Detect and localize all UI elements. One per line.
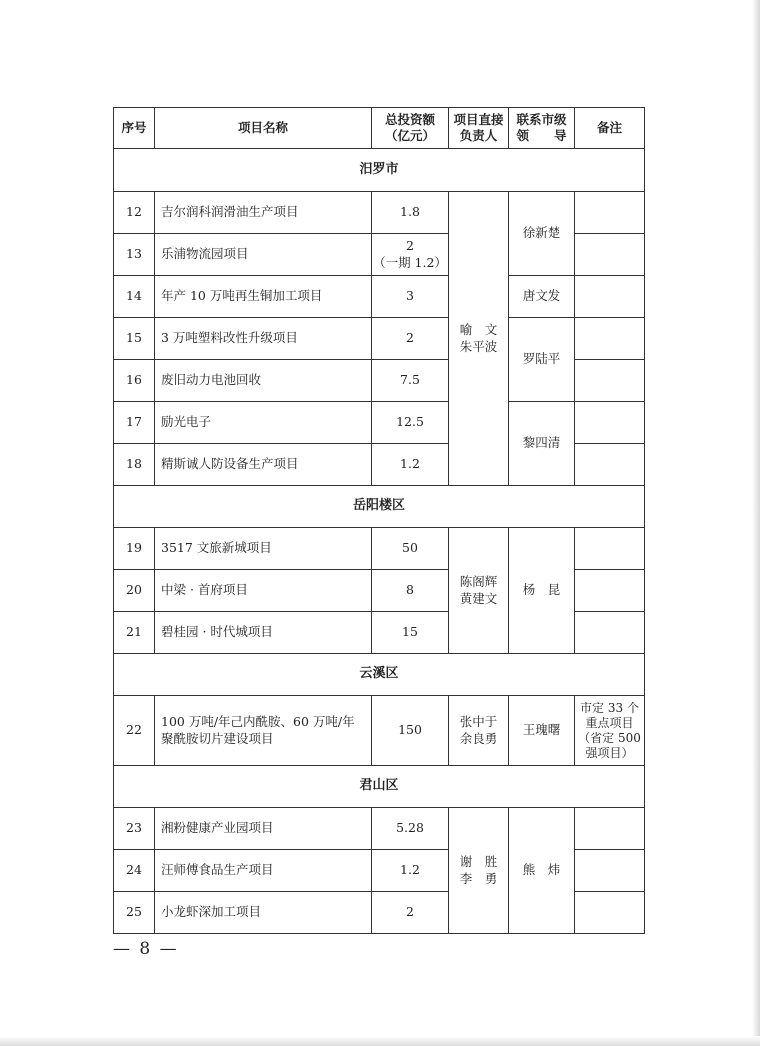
remark-yunxi: 市定 33 个 重点项目 （省定 500 强项目） [575, 696, 645, 766]
row-name: 精斯诚人防设备生产项目 [155, 444, 372, 486]
row-seq: 20 [114, 570, 155, 612]
row-name: 小龙虾深加工项目 [155, 892, 372, 934]
table-row [114, 808, 645, 850]
row-name: 吉尔润科润滑油生产项目 [155, 192, 372, 234]
page-number: — 8 — [113, 939, 179, 959]
header-city-leader: 联系市级 领 导 [509, 108, 575, 149]
row-seq: 18 [114, 444, 155, 486]
section-title-yueyanglou: 岳阳楼区 [114, 486, 645, 528]
row-name: 乐浦物流园项目 [155, 234, 372, 276]
row-investment: 5.28 [372, 808, 449, 850]
row-name: 湘粉健康产业园项目 [155, 808, 372, 850]
row-investment: 8 [372, 570, 449, 612]
leader-miluo-3: 罗陆平 [509, 318, 575, 402]
leader-yunxi: 王瑰曙 [509, 696, 575, 766]
row-investment: 3 [372, 276, 449, 318]
header-name: 项目名称 [155, 108, 372, 149]
section-row [114, 486, 645, 528]
row-remark [575, 360, 645, 402]
row-remark [575, 612, 645, 654]
row-seq: 24 [114, 850, 155, 892]
row-seq: 14 [114, 276, 155, 318]
row-remark [575, 234, 645, 276]
row-name: 励光电子 [155, 402, 372, 444]
leader-miluo-1: 徐新楚 [509, 192, 575, 276]
row-remark [575, 318, 645, 360]
row-name: 碧桂园 · 时代城项目 [155, 612, 372, 654]
row-name: 中梁 · 首府项目 [155, 570, 372, 612]
row-seq: 23 [114, 808, 155, 850]
row-remark [575, 528, 645, 570]
row-seq: 17 [114, 402, 155, 444]
row-investment: 1.8 [372, 192, 449, 234]
table-row [114, 318, 645, 360]
row-name: 100 万吨/年己内酰胺、60 万吨/年聚酰胺切片建设项目 [155, 696, 372, 766]
header-direct-owner: 项目直接 负责人 [449, 108, 509, 149]
row-investment: 1.2 [372, 850, 449, 892]
row-seq: 16 [114, 360, 155, 402]
row-remark [575, 892, 645, 934]
header-remarks: 备注 [575, 108, 645, 149]
direct-owner-junshan: 谢 胜 李 勇 [449, 808, 509, 934]
page-edge-shadow-bottom [0, 1036, 760, 1046]
row-seq: 21 [114, 612, 155, 654]
row-seq: 19 [114, 528, 155, 570]
section-title-junshan: 君山区 [114, 766, 645, 808]
row-remark [575, 850, 645, 892]
row-investment: 12.5 [372, 402, 449, 444]
row-remark [575, 570, 645, 612]
header-row [114, 108, 645, 149]
row-seq: 13 [114, 234, 155, 276]
leader-miluo-4: 黎四清 [509, 402, 575, 486]
table-row [114, 276, 645, 318]
section-row [114, 149, 645, 192]
row-investment: 2 [372, 892, 449, 934]
table-row [114, 192, 645, 234]
section-title-yunxi: 云溪区 [114, 654, 645, 696]
row-investment: 7.5 [372, 360, 449, 402]
leader-yueyanglou: 杨 昆 [509, 528, 575, 654]
row-seq: 25 [114, 892, 155, 934]
direct-owner-yunxi: 张中于 余良勇 [449, 696, 509, 766]
row-remark [575, 402, 645, 444]
row-name: 废旧动力电池回收 [155, 360, 372, 402]
row-remark [575, 444, 645, 486]
section-row [114, 654, 645, 696]
row-seq: 12 [114, 192, 155, 234]
section-row [114, 766, 645, 808]
direct-owner-miluo: 喻 文 朱平波 [449, 192, 509, 486]
row-investment: 15 [372, 612, 449, 654]
row-name: 3 万吨塑料改性升级项目 [155, 318, 372, 360]
row-remark [575, 808, 645, 850]
leader-junshan: 熊 炜 [509, 808, 575, 934]
direct-owner-yueyanglou: 陈阁辉 黄建文 [449, 528, 509, 654]
leader-miluo-2: 唐文发 [509, 276, 575, 318]
row-investment: 2 （一期 1.2） [372, 234, 449, 276]
row-investment: 1.2 [372, 444, 449, 486]
section-title-miluo: 汨罗市 [114, 149, 645, 192]
row-remark [575, 276, 645, 318]
row-investment: 150 [372, 696, 449, 766]
table-row [114, 402, 645, 444]
page-edge-shadow-right [752, 0, 760, 1046]
row-seq: 22 [114, 696, 155, 766]
header-seq: 序号 [114, 108, 155, 149]
row-name: 年产 10 万吨再生铜加工项目 [155, 276, 372, 318]
row-investment: 2 [372, 318, 449, 360]
table-row [114, 696, 645, 766]
row-investment: 50 [372, 528, 449, 570]
row-name: 汪师傅食品生产项目 [155, 850, 372, 892]
table-row [114, 528, 645, 570]
row-seq: 15 [114, 318, 155, 360]
row-name: 3517 文旅新城项目 [155, 528, 372, 570]
row-remark [575, 192, 645, 234]
header-investment: 总投资额 （亿元） [372, 108, 449, 149]
project-table [113, 107, 645, 934]
